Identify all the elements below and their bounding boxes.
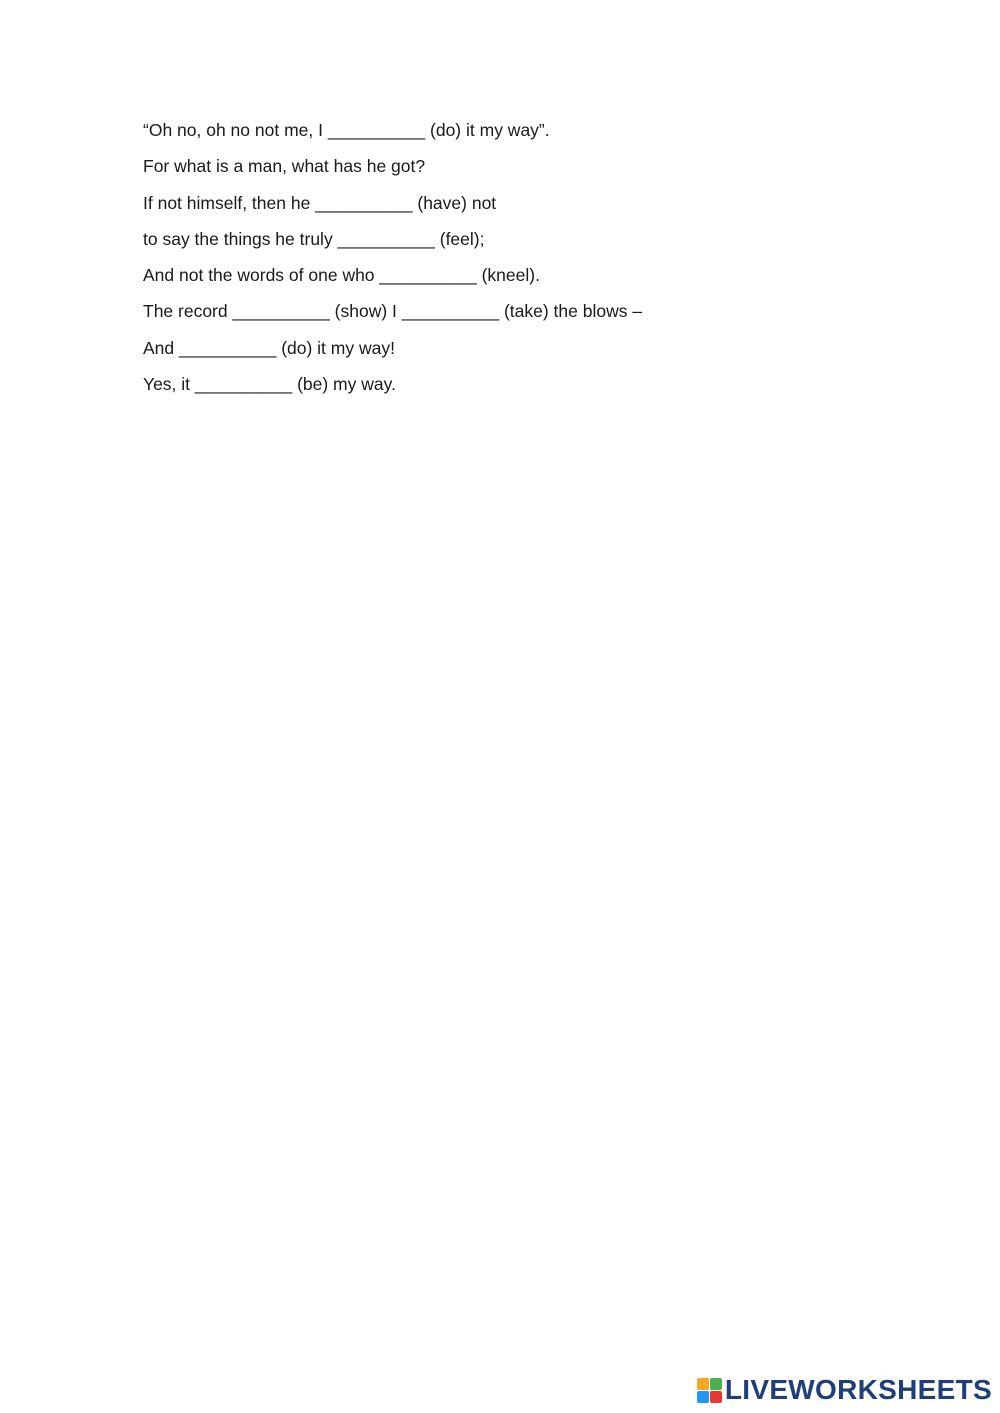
exercise-line: The record __________ (show) I __________ (take) the blows – — [143, 301, 643, 322]
logo-tile — [710, 1391, 722, 1403]
exercise-line: If not himself, then he __________ (have) not — [143, 192, 497, 213]
exercise-line: And __________ (do) it my way! — [143, 337, 395, 358]
logo-tile — [697, 1378, 709, 1390]
exercise-line: And not the words of one who __________ (kneel). — [143, 265, 540, 286]
exercise-line: For what is a man, what has he got? — [143, 156, 426, 177]
exercise-line: Yes, it __________ (be) my way. — [143, 374, 396, 395]
exercise-line: “Oh no, oh no not me, I __________ (do) it my way”. — [143, 120, 550, 140]
lyrics-exercise — [143, 118, 843, 408]
logo-text: LIVEWORKSHEETS — [724, 1374, 992, 1405]
logo-tile — [697, 1391, 709, 1403]
liveworksheets-logo-icon — [697, 1378, 722, 1403]
exercise-line: to say the things he truly __________ (feel); — [143, 228, 485, 249]
logo-tile — [710, 1378, 722, 1390]
liveworksheets-logo — [697, 1375, 992, 1405]
